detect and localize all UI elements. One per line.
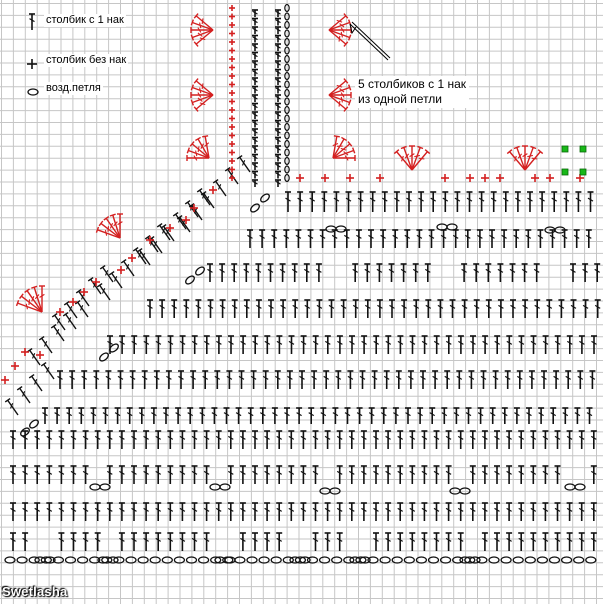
shell-callout bbox=[355, 76, 469, 108]
legend-dc-label: столбик с 1 нак bbox=[44, 14, 126, 27]
callout-line-2: из одной петли bbox=[358, 92, 466, 107]
legend-sc-label: столбик без нак bbox=[44, 54, 128, 67]
legend-ch-label: возд.петля bbox=[44, 82, 103, 95]
callout-line-1: 5 столбиков с 1 нак bbox=[358, 77, 466, 92]
watermark-text: Swetlasha bbox=[2, 584, 67, 599]
selection-handle-icon bbox=[562, 169, 568, 175]
selection-handle-icon bbox=[562, 146, 568, 152]
selection-handle-icon bbox=[580, 146, 586, 152]
selection-handle-icon bbox=[580, 169, 586, 175]
